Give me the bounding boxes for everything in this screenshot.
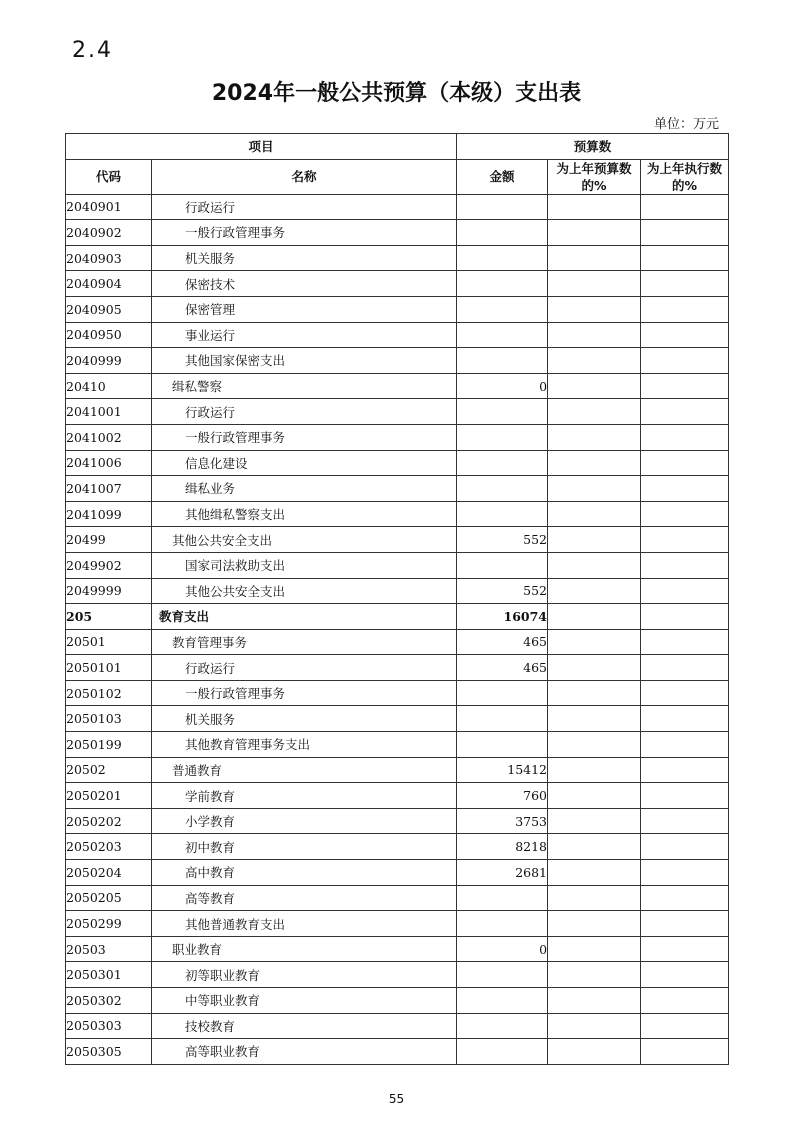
row-pct-budget <box>548 936 641 962</box>
row-pct-budget <box>548 296 641 322</box>
table-row <box>66 911 729 937</box>
row-pct-exec <box>641 476 729 502</box>
row-name: 其他缉私警察支出 <box>152 501 457 527</box>
row-pct-budget <box>548 322 641 348</box>
row-amount <box>457 245 548 271</box>
row-code: 2041006 <box>66 450 152 476</box>
row-pct-exec <box>641 911 729 937</box>
row-pct-exec <box>641 373 729 399</box>
row-amount <box>457 399 548 425</box>
row-pct-budget <box>548 783 641 809</box>
row-pct-exec <box>641 552 729 578</box>
row-amount: 465 <box>457 655 548 681</box>
table-row <box>66 732 729 758</box>
row-pct-exec <box>641 936 729 962</box>
row-pct-budget <box>548 911 641 937</box>
table-row <box>66 706 729 732</box>
row-name: 其他公共安全支出 <box>152 578 457 604</box>
row-code: 20499 <box>66 527 152 553</box>
row-pct-budget <box>548 501 641 527</box>
row-amount <box>457 348 548 374</box>
table-row <box>66 552 729 578</box>
row-pct-exec <box>641 860 729 886</box>
page-title: 2024年一般公共预算（本级）支出表 <box>211 81 582 106</box>
row-amount <box>457 911 548 937</box>
row-pct-budget <box>548 655 641 681</box>
table-row <box>66 194 729 220</box>
table-row <box>66 808 729 834</box>
row-pct-exec <box>641 348 729 374</box>
table-row <box>66 399 729 425</box>
row-name: 事业运行 <box>152 322 457 348</box>
row-code: 2050202 <box>66 808 152 834</box>
row-amount: 0 <box>457 373 548 399</box>
table-row <box>66 885 729 911</box>
row-pct-exec <box>641 194 729 220</box>
header-budget: 预算数 <box>457 134 729 160</box>
table-row <box>66 245 729 271</box>
table-row <box>66 680 729 706</box>
row-amount <box>457 885 548 911</box>
row-pct-exec <box>641 808 729 834</box>
table-row <box>66 578 729 604</box>
header-pct-exec: 为上年执行数的% <box>641 159 729 194</box>
row-name: 保密技术 <box>152 271 457 297</box>
row-amount <box>457 501 548 527</box>
row-pct-budget <box>548 373 641 399</box>
table-row <box>66 962 729 988</box>
row-code: 2049999 <box>66 578 152 604</box>
row-amount: 3753 <box>457 808 548 834</box>
row-code: 2050305 <box>66 1039 152 1065</box>
table-row <box>66 834 729 860</box>
row-amount: 16074 <box>457 604 548 630</box>
row-amount: 465 <box>457 629 548 655</box>
row-pct-exec <box>641 885 729 911</box>
row-amount <box>457 322 548 348</box>
table-row <box>66 348 729 374</box>
row-name: 职业教育 <box>152 936 457 962</box>
table-row <box>66 424 729 450</box>
row-name: 高等教育 <box>152 885 457 911</box>
table-row <box>66 527 729 553</box>
row-code: 205 <box>66 604 152 630</box>
row-name: 一般行政管理事务 <box>152 424 457 450</box>
table-row <box>66 220 729 246</box>
row-code: 2040902 <box>66 220 152 246</box>
row-code: 2050201 <box>66 783 152 809</box>
row-pct-exec <box>641 988 729 1014</box>
table-row <box>66 655 729 681</box>
row-amount <box>457 988 548 1014</box>
row-pct-exec <box>641 655 729 681</box>
row-code: 2050204 <box>66 860 152 886</box>
row-pct-budget <box>548 348 641 374</box>
header-item: 项目 <box>66 134 457 160</box>
row-pct-exec <box>641 399 729 425</box>
row-name: 中等职业教育 <box>152 988 457 1014</box>
row-pct-exec <box>641 962 729 988</box>
row-code: 2041099 <box>66 501 152 527</box>
row-pct-budget <box>548 220 641 246</box>
row-code: 20503 <box>66 936 152 962</box>
row-pct-budget <box>548 1013 641 1039</box>
row-name: 信息化建设 <box>152 450 457 476</box>
row-code: 20410 <box>66 373 152 399</box>
row-name: 普通教育 <box>152 757 457 783</box>
row-pct-budget <box>548 271 641 297</box>
row-pct-exec <box>641 245 729 271</box>
table-row <box>66 322 729 348</box>
row-code: 2050205 <box>66 885 152 911</box>
row-code: 2050299 <box>66 911 152 937</box>
row-pct-exec <box>641 757 729 783</box>
row-name: 学前教育 <box>152 783 457 809</box>
row-pct-budget <box>548 629 641 655</box>
table-row <box>66 271 729 297</box>
row-pct-budget <box>548 604 641 630</box>
row-pct-budget <box>548 194 641 220</box>
table-row <box>66 1039 729 1065</box>
row-name: 缉私警察 <box>152 373 457 399</box>
row-pct-exec <box>641 834 729 860</box>
row-pct-budget <box>548 834 641 860</box>
row-amount <box>457 680 548 706</box>
row-amount <box>457 296 548 322</box>
header-pct-budget: 为上年预算数的% <box>548 159 641 194</box>
row-pct-budget <box>548 962 641 988</box>
table-row <box>66 476 729 502</box>
table-row <box>66 629 729 655</box>
unit-label: 单位：万元 <box>653 117 719 132</box>
table-row <box>66 988 729 1014</box>
row-pct-budget <box>548 885 641 911</box>
row-pct-budget <box>548 527 641 553</box>
section-number: 2.4 <box>72 38 113 63</box>
row-pct-exec <box>641 629 729 655</box>
row-code: 20501 <box>66 629 152 655</box>
table-row <box>66 1013 729 1039</box>
row-pct-budget <box>548 450 641 476</box>
row-amount <box>457 732 548 758</box>
row-pct-budget <box>548 732 641 758</box>
row-name: 教育管理事务 <box>152 629 457 655</box>
row-code: 2040999 <box>66 348 152 374</box>
row-code: 2050101 <box>66 655 152 681</box>
row-name: 其他国家保密支出 <box>152 348 457 374</box>
row-pct-budget <box>548 680 641 706</box>
row-pct-exec <box>641 706 729 732</box>
row-name: 初等职业教育 <box>152 962 457 988</box>
row-amount <box>457 424 548 450</box>
row-pct-exec <box>641 604 729 630</box>
row-pct-exec <box>641 578 729 604</box>
row-code: 2040905 <box>66 296 152 322</box>
row-pct-exec <box>641 424 729 450</box>
row-name: 保密管理 <box>152 296 457 322</box>
row-pct-budget <box>548 476 641 502</box>
row-pct-exec <box>641 527 729 553</box>
row-pct-exec <box>641 680 729 706</box>
row-code: 2041007 <box>66 476 152 502</box>
table-row <box>66 936 729 962</box>
row-amount: 0 <box>457 936 548 962</box>
row-code: 2050303 <box>66 1013 152 1039</box>
row-name: 缉私业务 <box>152 476 457 502</box>
row-amount <box>457 271 548 297</box>
row-pct-budget <box>548 1039 641 1065</box>
row-code: 2049902 <box>66 552 152 578</box>
row-code: 2050203 <box>66 834 152 860</box>
table-row <box>66 501 729 527</box>
row-pct-exec <box>641 271 729 297</box>
row-name: 高中教育 <box>152 860 457 886</box>
budget-table <box>65 133 729 1065</box>
row-amount <box>457 962 548 988</box>
row-amount: 8218 <box>457 834 548 860</box>
table-row <box>66 450 729 476</box>
row-pct-budget <box>548 424 641 450</box>
row-code: 2050103 <box>66 706 152 732</box>
row-pct-budget <box>548 578 641 604</box>
row-amount: 552 <box>457 578 548 604</box>
row-name: 行政运行 <box>152 655 457 681</box>
row-code: 2041002 <box>66 424 152 450</box>
row-name: 技校教育 <box>152 1013 457 1039</box>
row-pct-budget <box>548 245 641 271</box>
table-row <box>66 757 729 783</box>
page-number: 55 <box>388 1092 405 1106</box>
row-pct-budget <box>548 706 641 732</box>
header-code: 代码 <box>66 159 152 194</box>
row-pct-exec <box>641 322 729 348</box>
row-amount <box>457 476 548 502</box>
table-row <box>66 373 729 399</box>
row-name: 其他公共安全支出 <box>152 527 457 553</box>
row-pct-exec <box>641 732 729 758</box>
row-pct-exec <box>641 220 729 246</box>
row-name: 高等职业教育 <box>152 1039 457 1065</box>
row-code: 2040903 <box>66 245 152 271</box>
row-name: 机关服务 <box>152 706 457 732</box>
row-code: 2040901 <box>66 194 152 220</box>
row-pct-budget <box>548 399 641 425</box>
row-amount: 760 <box>457 783 548 809</box>
row-code: 2050199 <box>66 732 152 758</box>
row-code: 2040950 <box>66 322 152 348</box>
row-pct-exec <box>641 501 729 527</box>
row-name: 机关服务 <box>152 245 457 271</box>
row-pct-exec <box>641 783 729 809</box>
row-amount <box>457 1013 548 1039</box>
row-name: 行政运行 <box>152 194 457 220</box>
row-code: 2040904 <box>66 271 152 297</box>
row-pct-budget <box>548 757 641 783</box>
row-pct-budget <box>548 552 641 578</box>
row-code: 20502 <box>66 757 152 783</box>
row-pct-exec <box>641 1013 729 1039</box>
row-amount <box>457 194 548 220</box>
row-pct-exec <box>641 450 729 476</box>
table-row <box>66 296 729 322</box>
row-name: 教育支出 <box>152 604 457 630</box>
row-amount <box>457 706 548 732</box>
row-pct-budget <box>548 860 641 886</box>
row-code: 2050102 <box>66 680 152 706</box>
row-name: 初中教育 <box>152 834 457 860</box>
row-name: 其他教育管理事务支出 <box>152 732 457 758</box>
row-pct-exec <box>641 296 729 322</box>
row-amount <box>457 450 548 476</box>
row-amount <box>457 1039 548 1065</box>
row-code: 2050301 <box>66 962 152 988</box>
row-name: 一般行政管理事务 <box>152 680 457 706</box>
row-name: 国家司法救助支出 <box>152 552 457 578</box>
row-amount: 2681 <box>457 860 548 886</box>
row-pct-budget <box>548 988 641 1014</box>
row-amount <box>457 220 548 246</box>
row-name: 一般行政管理事务 <box>152 220 457 246</box>
header-name: 名称 <box>152 159 457 194</box>
row-code: 2050302 <box>66 988 152 1014</box>
row-amount <box>457 552 548 578</box>
table-row <box>66 604 729 630</box>
header-amount: 金额 <box>457 159 548 194</box>
row-name: 行政运行 <box>152 399 457 425</box>
row-amount: 552 <box>457 527 548 553</box>
row-code: 2041001 <box>66 399 152 425</box>
table-row <box>66 860 729 886</box>
row-amount: 15412 <box>457 757 548 783</box>
row-pct-exec <box>641 1039 729 1065</box>
row-name: 其他普通教育支出 <box>152 911 457 937</box>
row-pct-budget <box>548 808 641 834</box>
table-row <box>66 783 729 809</box>
row-name: 小学教育 <box>152 808 457 834</box>
